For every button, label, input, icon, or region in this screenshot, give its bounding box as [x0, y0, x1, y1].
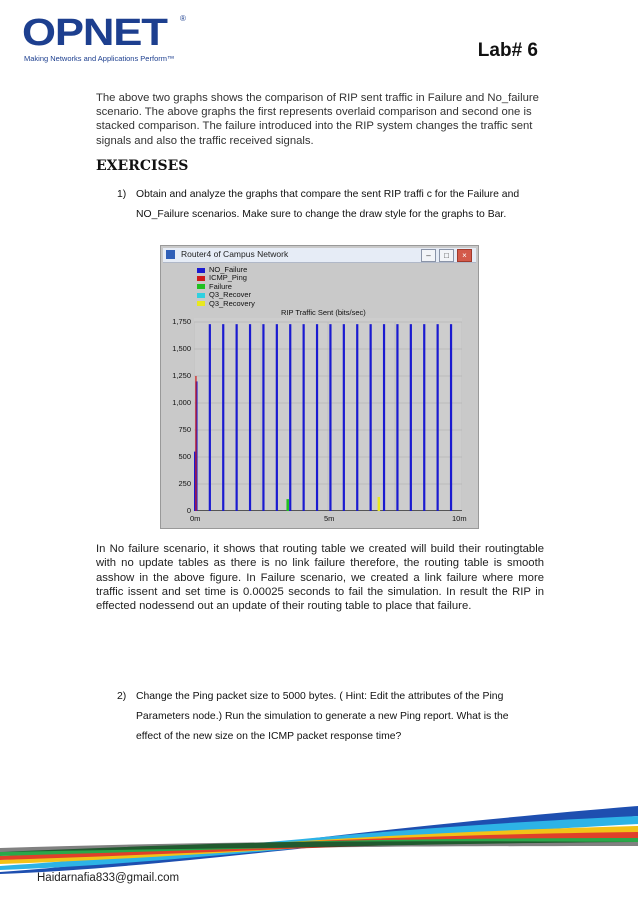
- footer-swoosh-graphic: [0, 802, 638, 874]
- bar-no-failure: [356, 324, 358, 511]
- legend-swatch: [197, 276, 205, 281]
- bar-no-failure: [370, 324, 372, 511]
- bar-no-failure: [437, 324, 439, 511]
- logo-wordmark: OPNET: [22, 12, 167, 54]
- maximize-button[interactable]: □: [439, 249, 454, 262]
- legend-entry: [197, 300, 255, 308]
- y-tick-label: 1,500: [172, 344, 191, 353]
- legend-swatch: [197, 301, 205, 306]
- graph-window-title: Router4 of Campus Network: [181, 249, 289, 259]
- bar-no-failure: [329, 324, 331, 511]
- bar-icmp-ping: [195, 376, 196, 511]
- legend-swatch: [197, 268, 205, 273]
- x-tick-label: 0m: [190, 514, 201, 523]
- graph-titlebar: [163, 248, 476, 263]
- logo-registered-mark: ®: [180, 14, 186, 23]
- intro-paragraph: The above two graphs shows the comparison of RIP sent traffic in Failure and No_failure scenario. The above graphs the first represents overlaid comparison and second one is stacked comparison. The failure introduced into the RIP system changes the traffic sent signals and also the traffic received signals.: [96, 92, 539, 147]
- bar-no-failure: [289, 324, 291, 511]
- graph-window: [160, 245, 479, 529]
- bar-no-failure: [316, 324, 318, 511]
- bar-failure: [286, 499, 289, 511]
- bar-q3-recovery: [378, 497, 381, 511]
- bar-no-failure: [249, 324, 251, 511]
- x-tick-label: 10m: [452, 514, 467, 523]
- plot-area: [194, 318, 462, 511]
- legend-swatch: [197, 293, 205, 298]
- y-tick-label: 1,000: [172, 398, 191, 407]
- x-tick-label: 5m: [324, 514, 335, 523]
- close-button[interactable]: ×: [457, 249, 472, 262]
- minimize-button[interactable]: –: [421, 249, 436, 262]
- analysis-paragraph: In No failure scenario, it shows that routing table we created will build their routingtable with no update tables as there is no link failure therefore, the routing table is smooth asshow in the above figure. In Failure scenario, we created a link failure where more traffic issent and set time is 0.00025 seconds to fail the simulation. In result the RIP in effected nodessend out an update of their routing table to place that failure.: [96, 543, 544, 613]
- exercise-number: 2): [117, 691, 127, 702]
- legend-swatch: [197, 284, 205, 289]
- opnet-logo: [22, 14, 192, 66]
- y-tick-label: 1,250: [172, 371, 191, 380]
- bar-no-failure: [262, 324, 264, 511]
- y-tick-label: 1,750: [172, 317, 191, 326]
- chart-title: RIP Traffic Sent (bits/sec): [281, 308, 366, 317]
- bar-no-failure: [343, 324, 345, 511]
- y-tick-label: 250: [178, 479, 191, 488]
- bar-no-failure: [423, 324, 425, 511]
- legend-label: Failure: [209, 281, 232, 291]
- footer-email: Haidarnafia833@gmail.com: [37, 872, 180, 884]
- legend-label: NO_Failure: [209, 265, 248, 274]
- bar-no-failure: [450, 324, 452, 511]
- legend-label: Q3_Recovery: [209, 298, 255, 308]
- y-tick-label: 0: [186, 506, 191, 515]
- logo-tagline: Making Networks and Applications Perform™: [24, 54, 175, 63]
- exercise-number: 1): [117, 189, 127, 200]
- exercises-heading: EXERCISES: [96, 158, 189, 174]
- y-tick-label: 500: [178, 452, 191, 461]
- bar-no-failure: [396, 324, 398, 511]
- chart-legend: [197, 266, 255, 308]
- bar-no-failure: [236, 324, 238, 511]
- exercise-text: Obtain and analyze the graphs that compare the sent RIP traffi c for the Failure and NO_Failure scenarios. Make sure to change the draw style for the graphs to Bar.: [136, 189, 520, 220]
- bar-no-failure: [410, 324, 412, 511]
- lab-title: Lab# 6: [477, 40, 538, 61]
- bar-no-failure: [303, 324, 305, 511]
- bar-no-failure: [209, 324, 211, 511]
- legend-label: Q3_Recover: [209, 290, 252, 300]
- bar-no-failure: [222, 324, 224, 511]
- legend-label: ICMP_Ping: [209, 273, 247, 283]
- y-tick-label: 750: [178, 425, 191, 434]
- bar-chart-svg: [194, 318, 462, 511]
- bar-no-failure: [276, 324, 278, 511]
- bar-no-failure: [383, 324, 385, 511]
- exercise-text: Change the Ping packet size to 5000 bytes. ( Hint: Edit the attributes of the Ping Parameters node.) Run the simulation to generate a new Ping report. What is the effect of the new size on the ICMP packet response time?: [136, 691, 509, 742]
- window-icon: [166, 250, 175, 259]
